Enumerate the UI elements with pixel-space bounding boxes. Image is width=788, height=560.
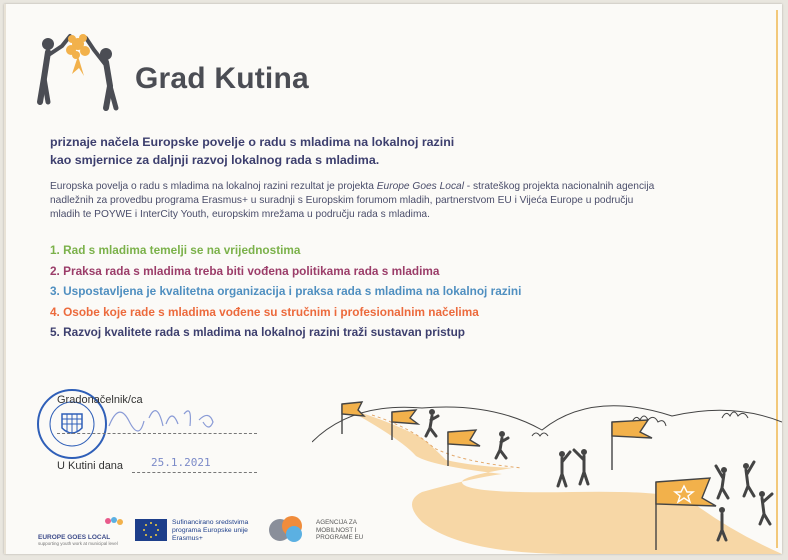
- principle-item-1: 1. Rad s mladima temelji se na vrijednostima: [50, 243, 301, 257]
- ampeu-logo-icon: [266, 514, 312, 544]
- signature-line: [57, 433, 257, 434]
- eu-line-1: Sufinancirano sredstvima: [172, 519, 249, 526]
- eu-funding-text: [172, 519, 248, 543]
- lead-line-1: priznaje načela Europske povelje o radu s mladima na lokalnoj razini: [50, 135, 455, 149]
- principle-item-3: 3. Uspostavljena je kvalitetna organizacija i praksa rada s mladima na lokalnoj razini: [50, 284, 522, 298]
- place-date-label: U Kutini dana: [57, 460, 124, 472]
- principles-list: [50, 240, 521, 343]
- egl-logo-icon: [38, 515, 128, 529]
- date-line: [132, 472, 257, 473]
- principle-item-2: 2. Praksa rada s mladima treba biti vođena politikama rada s mladima: [50, 263, 440, 278]
- body-line-1: [50, 180, 750, 194]
- eu-flag-icon: [135, 519, 167, 541]
- ampeu-line-3: PROGRAME EU: [316, 534, 364, 541]
- body-line-2: nadležnih za provedbu programa Erasmus+ u suradnji s Europskim forumom mladih, partnerstvom EU i Vijeća Europe u području: [50, 195, 634, 206]
- people-high-five-logo-icon: [26, 30, 136, 114]
- lead-statement: [50, 134, 454, 169]
- eu-line-3: Erasmus+: [172, 535, 203, 542]
- certificate-page: [4, 4, 782, 554]
- ampeu-line-2: MOBILNOST I: [316, 526, 357, 534]
- left-edge: [4, 4, 6, 554]
- europe-goes-local-logo: [38, 515, 128, 546]
- ampeu-text: [316, 519, 363, 542]
- eu-line-2: programa Europske unije: [172, 527, 248, 534]
- egl-subtitle: supporting youth work at municipal level: [38, 541, 118, 546]
- project-name: Europe Goes Local: [376, 181, 464, 192]
- body-text: Europska povelja o radu s mladima na lokalnoj razini rezultat je projekta: [50, 181, 377, 192]
- charter-description: [50, 180, 750, 222]
- page-title: Grad Kutina: [135, 62, 309, 95]
- journey-illustration: [312, 382, 782, 554]
- signed-date: 25.1.2021: [151, 456, 211, 469]
- body-text: - strateškog projekta nacionalnih agencija: [463, 181, 655, 192]
- principle-item-4: 4. Osobe koje rade s mladima vođene su stručnim i profesionalnim načelima: [50, 304, 479, 319]
- egl-name: EUROPE GOES LOCAL: [38, 534, 111, 541]
- lead-line-2: kao smjernice za daljnji razvoj lokalnog rada s mladima.: [50, 152, 380, 167]
- ampeu-line-1: AGENCIJA ZA: [316, 519, 357, 526]
- principle-item-5: 5. Razvoj kvalitete rada s mladima na lokalnoj razini traži sustavan pristup: [50, 325, 465, 339]
- signer-label: Gradonačelnik/ca: [57, 394, 143, 406]
- body-line-3: mladih te POYWE i InterCity Youth, europskim mrežama u području rada s mladima.: [50, 209, 430, 220]
